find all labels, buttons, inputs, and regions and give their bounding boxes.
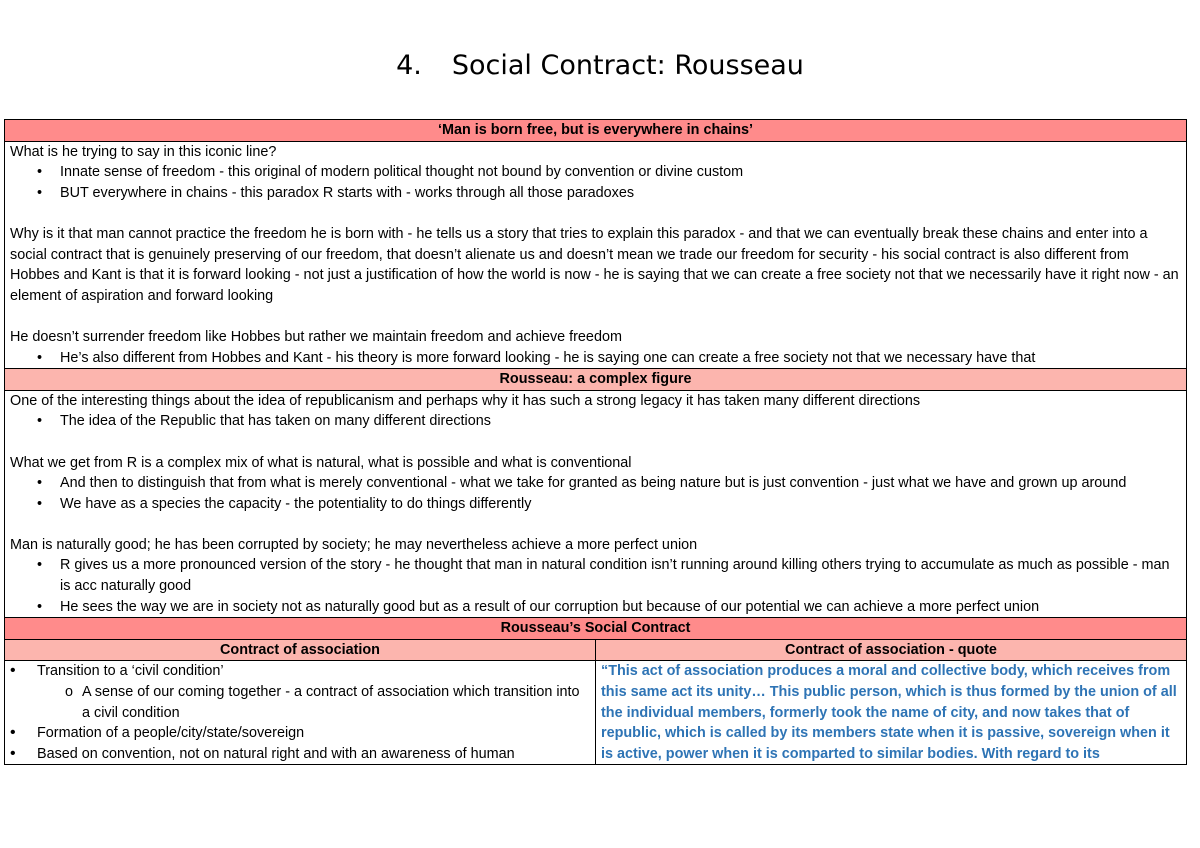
section2-body: [5, 390, 1187, 618]
contract-bullets: [10, 661, 590, 682]
section1-paragraph-2: He doesn’t surrender freedom like Hobbes but rather we maintain freedom and achieve freedom: [10, 328, 622, 345]
list-item: • He’s also different from Hobbes and Kant - his theory is more forward looking - he is saying one can create a free society not that we necessary have that: [10, 348, 1181, 369]
contract-quote-cell: “This act of association produces a moral and collective body, which receives from this same act its unity… This public person, which is thus formed by the union of all the individual members, formerly took the name of city, and now takes that of republic, which is called by its members state when it is passive, sovereign when it is active, power when it is comparted to similar bodies. With regard to its: [596, 661, 1187, 765]
section1-header: ‘Man is born free, but is everywhere in chains’: [5, 120, 1187, 142]
section2-paragraph-1: One of the interesting things about the idea of republicanism and perhaps why it has such a strong legacy it has taken many different directions: [10, 392, 921, 409]
section1-question: What is he trying to say in this iconic line?: [10, 143, 277, 160]
list-item: • We have as a species the capacity - the potentiality to do things differently: [10, 494, 1181, 515]
page-number: 4.: [396, 50, 422, 81]
section1-bullets-2: [10, 348, 1181, 369]
list-item: • The idea of the Republic that has taken on many different directions: [10, 411, 1181, 432]
section1-paragraph: Why is it that man cannot practice the freedom he is born with - he tells us a story that tries to explain this paradox - and that we can eventually break these chains and enter into a social contract that is genuinely preserving of our freedom, that doesn’t alienate us and doesn’t mean we trade our freedom for security - his social contract is also different from Hobbes and Kant is that it is forward looking - not just a justification of how the world is now - he is saying that we can create a free society not that we necessarily have it right now - an element of aspiration and forward looking: [10, 225, 1179, 304]
section2-header: Rousseau: a complex figure: [5, 369, 1187, 391]
list-item: o A sense of our coming together - a contract of association which transition into a civil condition: [10, 682, 590, 723]
section3-header: Rousseau’s Social Contract: [5, 618, 1187, 640]
section2-bullets-2: [10, 473, 1181, 514]
column-header-left: Contract of association: [5, 639, 596, 661]
section1-bullets-1: [10, 162, 1181, 203]
list-item: [10, 661, 590, 682]
list-item-text: Transition to a ‘civil condition’: [37, 663, 224, 680]
list-item: • BUT everywhere in chains - this paradox R starts with - works through all those paradoxes: [10, 183, 1181, 204]
list-item: • Innate sense of freedom - this original of modern political thought not bound by convention or divine custom: [10, 162, 1181, 183]
list-item: • Formation of a people/city/state/sovereign: [10, 723, 590, 744]
list-item: • R gives us a more pronounced version of the story - he thought that man in natural condition isn’t running around killing others trying to accumulate as much as possible - man is acc naturally good: [10, 555, 1181, 596]
page-title-text: Social Contract: Rousseau: [451, 50, 804, 81]
contract-left-cell: [5, 661, 596, 765]
column-header-right: Contract of association - quote: [596, 639, 1187, 661]
list-item: • Based on convention, not on natural right and with an awareness of human: [10, 744, 590, 765]
list-item: • He sees the way we are in society not as naturally good but as a result of our corruption but because of our potential we can achieve a more perfect union: [10, 597, 1181, 618]
section2-bullets-3: [10, 555, 1181, 617]
section1-body: [5, 141, 1187, 369]
section2-bullets-1: [10, 411, 1181, 432]
list-item: • And then to distinguish that from what is merely conventional - what we take for granted as being nature but is just convention - just what we have and grown up around: [10, 473, 1181, 494]
section2-paragraph-2: What we get from R is a complex mix of what is natural, what is possible and what is conventional: [10, 454, 632, 471]
notes-table: [4, 119, 1186, 765]
page-title: [0, 50, 1200, 81]
contract-bullets-2: [10, 723, 590, 764]
contract-sub-bullets: [10, 682, 590, 723]
section2-paragraph-3: Man is naturally good; he has been corrupted by society; he may nevertheless achieve a more perfect union: [10, 536, 698, 553]
